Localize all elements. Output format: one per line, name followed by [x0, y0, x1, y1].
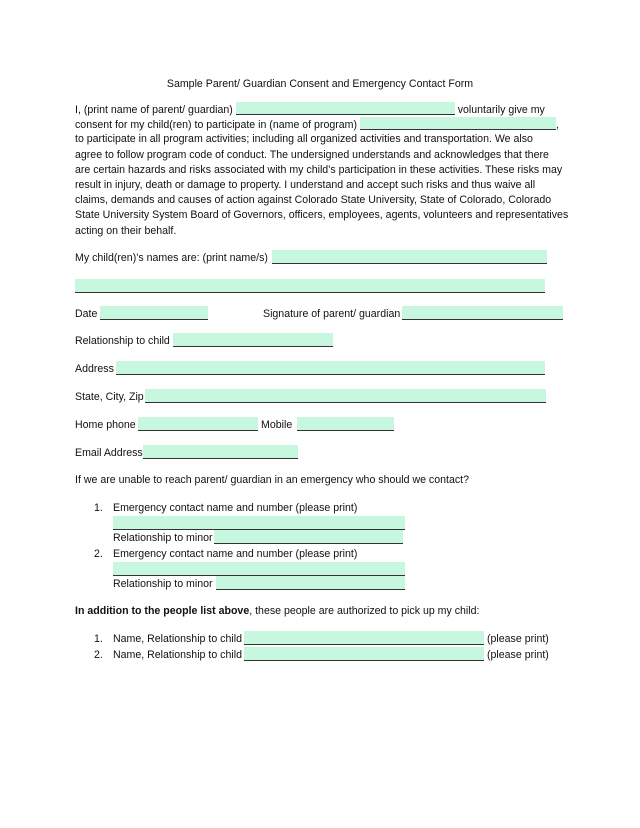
emergency-1-label: Emergency contact name and number (please print) [113, 502, 358, 514]
consent-paragraph [75, 102, 567, 239]
emergency-question: If we are unable to reach parent/ guardian in an emergency who should we contact? [75, 474, 469, 486]
children-names-field-2[interactable] [75, 279, 545, 293]
children-names-label: My child(ren)’s names are: (print name/s) [75, 252, 268, 264]
consent-line-4: agree to follow program code of conduct. The undersigned understands and acknowledges that there [75, 148, 549, 161]
form-title: Sample Parent/ Guardian Consent and Emergency Contact Form [166, 78, 474, 90]
pickup-2-number: 2. [94, 649, 103, 661]
home-phone-field[interactable] [138, 417, 258, 431]
mobile-label: Mobile [261, 419, 293, 431]
pickup-intro-bold: In addition to the people list above [75, 605, 250, 617]
emergency-1-contact-field[interactable] [113, 516, 405, 530]
consent-line-1b: voluntarily give my [454, 104, 545, 116]
mobile-field[interactable] [297, 417, 394, 431]
pickup-2-label: Name, Relationship to child [113, 649, 242, 661]
consent-line-7: claims, demands and causes of action against Colorado State University, State of Colorado, Colorado [75, 194, 552, 207]
relationship-field[interactable] [173, 333, 333, 347]
emergency-2-label: Emergency contact name and number (please print) [113, 548, 358, 560]
emergency-1-rel-field[interactable] [214, 530, 403, 544]
consent-line-9: acting on their behalf. [75, 224, 177, 237]
home-phone-label: Home phone [75, 419, 136, 431]
signature-field[interactable] [402, 306, 563, 320]
pickup-intro-rest: , these people are authorized to pick up my child: [249, 605, 480, 617]
pickup-1-number: 1. [94, 633, 103, 645]
consent-line-5: are certain hazards and risks associated with my child’s participation in these activities. These risks may [75, 163, 563, 176]
date-label: Date [75, 308, 98, 320]
consent-line-8: State University System Board of Governors, officers, employees, agents, volunteers and representatives [75, 209, 569, 222]
emergency-1-number: 1. [94, 502, 103, 514]
program-name-field[interactable] [360, 117, 556, 130]
emergency-2-number: 2. [94, 548, 103, 560]
pickup-1-suffix: (please print) [487, 633, 549, 645]
address-field[interactable] [116, 361, 545, 375]
email-label: Email Address [75, 447, 143, 459]
pickup-intro [75, 605, 479, 617]
pickup-1-label: Name, Relationship to child [113, 633, 242, 645]
emergency-2-contact-field[interactable] [113, 562, 405, 576]
address-label: Address [75, 363, 114, 375]
email-field[interactable] [143, 445, 298, 459]
consent-line-3: to participate in all program activities; including all organized activities and transportation. We also [75, 133, 533, 146]
relationship-label: Relationship to child [75, 335, 170, 347]
consent-line-2b: , [555, 119, 559, 132]
consent-line-6: result in injury, death or damage to property. I understand and accept such risks and thus waive all [75, 178, 536, 191]
pickup-1-field[interactable] [244, 631, 484, 645]
emergency-1-rel-label: Relationship to minor [113, 532, 213, 544]
date-field[interactable] [100, 306, 208, 320]
state-city-zip-field[interactable] [145, 389, 546, 403]
consent-line-1a: I, (print name of parent/ guardian) [75, 104, 236, 116]
pickup-2-field[interactable] [244, 647, 484, 661]
pickup-2-suffix: (please print) [487, 649, 549, 661]
consent-line-2a: consent for my child(ren) to participate in (name of program) [75, 119, 360, 132]
emergency-2-rel-label: Relationship to minor [113, 578, 213, 590]
emergency-2-rel-field[interactable] [216, 576, 405, 590]
state-city-zip-label: State, City, Zip [75, 391, 144, 403]
signature-label: Signature of parent/ guardian [263, 308, 401, 320]
children-names-field[interactable] [272, 250, 547, 264]
parent-name-field[interactable] [236, 102, 455, 115]
